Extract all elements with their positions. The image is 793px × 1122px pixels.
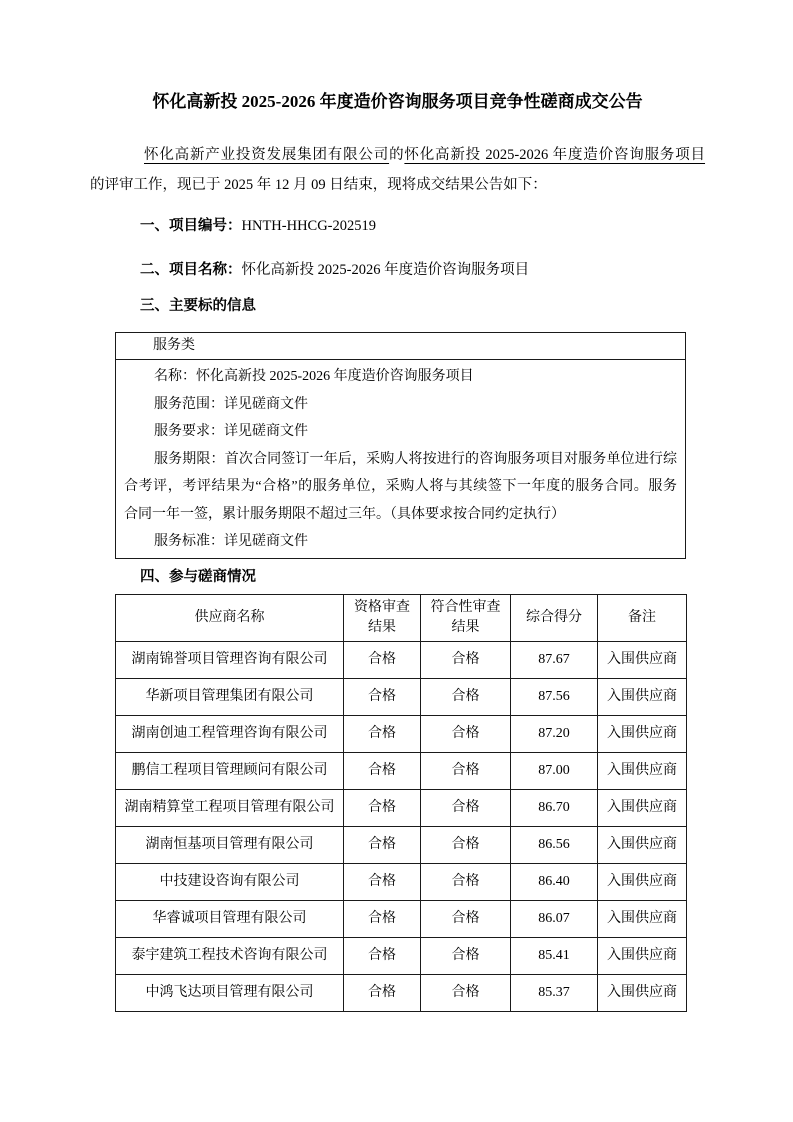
conformity-cell: 合格 <box>421 752 511 789</box>
project-name-inline: 怀化高新投 2025-2026 年度造价咨询服务项目 <box>404 147 706 163</box>
table-row <box>116 715 687 752</box>
supplier-name-cell: 华新项目管理集团有限公司 <box>116 678 344 715</box>
intro-paragraph <box>90 140 705 200</box>
suppliers-table <box>115 594 687 1012</box>
service-scope-line: 服务范围：详见磋商文件 <box>154 396 308 412</box>
qualification-cell: 合格 <box>344 863 421 900</box>
intro-connector: 的 <box>389 147 405 163</box>
remark-cell: 入围供应商 <box>598 752 687 789</box>
conformity-cell: 合格 <box>421 974 511 1011</box>
purchaser-name: 怀化高新产业投资发展集团有限公司 <box>144 147 390 163</box>
service-term-line-2: 合考评，考评结果为“合格”的服务单位，采购人将与其续签下一年度的服务合同。服务 <box>124 479 677 494</box>
score-cell: 86.07 <box>511 900 598 937</box>
score-cell: 87.20 <box>511 715 598 752</box>
score-cell: 85.37 <box>511 974 598 1011</box>
conformity-cell: 合格 <box>421 900 511 937</box>
remark-cell: 入围供应商 <box>598 641 687 678</box>
header-overall-score: 综合得分 <box>511 594 598 641</box>
section-project-number <box>90 214 705 238</box>
table-row <box>116 678 687 715</box>
conformity-cell: 合格 <box>421 789 511 826</box>
remark-cell: 入围供应商 <box>598 900 687 937</box>
supplier-name-cell: 鹏信工程项目管理顾问有限公司 <box>116 752 344 789</box>
header-remark: 备注 <box>598 594 687 641</box>
project-number-value: HNTH-HHCG-202519 <box>241 218 377 234</box>
qualification-cell: 合格 <box>344 678 421 715</box>
conformity-cell: 合格 <box>421 715 511 752</box>
supplier-name-cell: 华睿诚项目管理有限公司 <box>116 900 344 937</box>
remark-cell: 入围供应商 <box>598 863 687 900</box>
table-row <box>116 752 687 789</box>
project-name-label: 二、项目名称： <box>140 262 242 278</box>
conformity-cell: 合格 <box>421 863 511 900</box>
header-supplier-name: 供应商名称 <box>116 594 344 641</box>
section-negotiation-heading: 四、参与磋商情况 <box>140 568 256 585</box>
score-cell: 86.40 <box>511 863 598 900</box>
table-row <box>116 937 687 974</box>
supplier-name-cell: 中技建设咨询有限公司 <box>116 863 344 900</box>
table-row <box>116 863 687 900</box>
conformity-cell: 合格 <box>421 678 511 715</box>
header-qualification-review: 资格审查结果 <box>344 594 421 641</box>
remark-cell: 入围供应商 <box>598 974 687 1011</box>
qualification-cell: 合格 <box>344 641 421 678</box>
service-info-table <box>115 332 686 559</box>
supplier-name-cell: 湖南锦誉项目管理咨询有限公司 <box>116 641 344 678</box>
section-project-name <box>90 258 705 282</box>
supplier-name-cell: 湖南恒基项目管理有限公司 <box>116 826 344 863</box>
score-cell: 86.70 <box>511 789 598 826</box>
intro-line-2: 的评审工作，现已于 2025 年 12 月 09 日结束，现将成交结果公告如下： <box>90 177 547 193</box>
qualification-cell: 合格 <box>344 715 421 752</box>
conformity-cell: 合格 <box>421 826 511 863</box>
supplier-name-cell: 湖南精算堂工程项目管理有限公司 <box>116 789 344 826</box>
table-row <box>116 974 687 1011</box>
supplier-name-cell: 中鸿飞达项目管理有限公司 <box>116 974 344 1011</box>
service-info-body <box>116 360 685 558</box>
score-cell: 87.67 <box>511 641 598 678</box>
qualification-cell: 合格 <box>344 826 421 863</box>
table-row <box>116 900 687 937</box>
conformity-cell: 合格 <box>421 641 511 678</box>
qualification-cell: 合格 <box>344 900 421 937</box>
project-name-value: 怀化高新投 2025-2026 年度造价咨询服务项目 <box>241 262 530 278</box>
conformity-cell: 合格 <box>421 937 511 974</box>
service-term-line-1: 服务期限：首次合同签订一年后，采购人将按进行的咨询服务项目对服务单位进行综 <box>154 451 677 467</box>
table-row <box>116 826 687 863</box>
remark-cell: 入围供应商 <box>598 678 687 715</box>
score-cell: 85.41 <box>511 937 598 974</box>
section-subject-info-heading: 三、主要标的信息 <box>140 298 256 314</box>
supplier-name-cell: 湖南创迪工程管理咨询有限公司 <box>116 715 344 752</box>
table-row <box>116 789 687 826</box>
intro-line-1 <box>90 140 705 170</box>
service-term-line-3: 合同一年一签，累计服务期限不超过三年。（具体要求按合同约定执行） <box>124 506 565 522</box>
remark-cell: 入围供应商 <box>598 937 687 974</box>
suppliers-table-header-row <box>116 594 687 641</box>
remark-cell: 入围供应商 <box>598 789 687 826</box>
qualification-cell: 合格 <box>344 937 421 974</box>
service-standard-line: 服务标准：详见磋商文件 <box>154 534 308 549</box>
project-number-label: 一、项目编号： <box>140 218 242 234</box>
supplier-name-cell: 泰宇建筑工程技术咨询有限公司 <box>116 937 344 974</box>
service-category-header: 服务类 <box>116 333 685 360</box>
score-cell: 86.56 <box>511 826 598 863</box>
remark-cell: 入围供应商 <box>598 715 687 752</box>
qualification-cell: 合格 <box>344 789 421 826</box>
service-requirement-line: 服务要求：详见磋商文件 <box>154 424 308 439</box>
document-title: 怀化高新投 2025-2026 年度造价咨询服务项目竞争性磋商成交公告 <box>152 92 643 111</box>
qualification-cell: 合格 <box>344 752 421 789</box>
score-cell: 87.56 <box>511 678 598 715</box>
header-conformity-review: 符合性审查结果 <box>421 594 511 641</box>
service-name-line: 名称：怀化高新投 2025-2026 年度造价咨询服务项目 <box>154 369 474 384</box>
table-row <box>116 641 687 678</box>
remark-cell: 入围供应商 <box>598 826 687 863</box>
qualification-cell: 合格 <box>344 974 421 1011</box>
score-cell: 87.00 <box>511 752 598 789</box>
